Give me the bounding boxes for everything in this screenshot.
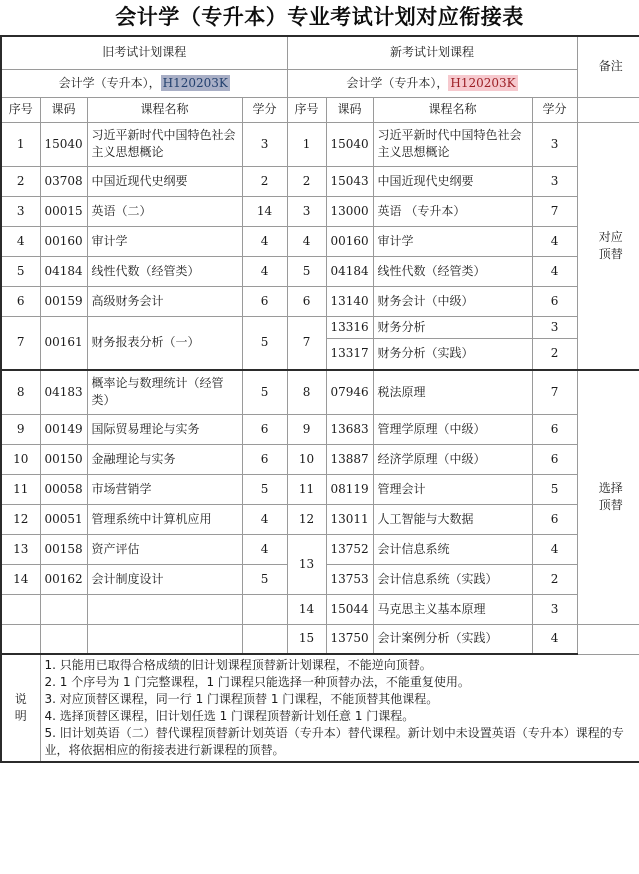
old-credit: 5 [242,316,287,370]
new-plan-major-label: 会计学（专升本）， [346,75,449,90]
new-code: 13000 [326,196,373,226]
new-credit: 3 [532,166,577,196]
old-course: 概率论与数理统计（经管类） [87,370,242,414]
old-seq [1,594,40,624]
old-plan-major-label: 会计学（专升本）， [58,75,161,90]
old-code: 00058 [40,474,87,504]
old-credit: 6 [242,286,287,316]
old-code: 00162 [40,564,87,594]
old-seq: 11 [1,474,40,504]
new-credit: 4 [532,534,577,564]
old-seq: 12 [1,504,40,534]
new-code: 15044 [326,594,373,624]
new-code: 15043 [326,166,373,196]
new-course: 管理会计 [373,474,532,504]
page-title: 会计学（专升本）专业考试计划对应衔接表 [115,4,524,29]
table-column-header-row [1,97,639,122]
old-credit: 5 [242,474,287,504]
new-course: 习近平新时代中国特色社会主义思想概论 [373,122,532,166]
new-seq: 2 [287,166,326,196]
new-course: 人工智能与大数据 [373,504,532,534]
old-course: 市场营销学 [87,474,242,504]
new-seq: 13 [287,534,326,594]
new-code: 04184 [326,256,373,286]
new-credit: 3 [532,122,577,166]
new-code: 13752 [326,534,373,564]
old-seq: 8 [1,370,40,414]
new-credit: 3 [532,316,577,338]
old-code: 00015 [40,196,87,226]
remark-optional-line2: 顶替 [598,498,623,513]
new-course: 线性代数（经管类） [373,256,532,286]
new-seq: 15 [287,624,326,654]
new-seq: 7 [287,316,326,370]
new-code: 00160 [326,226,373,256]
new-course: 中国近现代史纲要 [373,166,532,196]
table-row [1,594,639,624]
new-course: 财务会计（中级） [373,286,532,316]
old-course: 英语（二） [87,196,242,226]
new-credit: 6 [532,414,577,444]
old-course: 高级财务会计 [87,286,242,316]
old-code: 00159 [40,286,87,316]
old-seq: 4 [1,226,40,256]
remark-optional-line1: 选择 [598,481,623,496]
new-code: 07946 [326,370,373,414]
old-code: 03708 [40,166,87,196]
new-credit: 6 [532,504,577,534]
table-group-header-row [1,36,639,69]
table-row [1,624,639,654]
old-credit: 4 [242,226,287,256]
old-course: 国际贸易理论与实务 [87,414,242,444]
new-credit: 4 [532,226,577,256]
old-seq: 9 [1,414,40,444]
remark-column-header: 备注 [577,36,639,97]
table-row [1,256,639,286]
old-seq: 14 [1,564,40,594]
new-seq: 9 [287,414,326,444]
old-course [87,624,242,654]
old-seq: 6 [1,286,40,316]
old-course: 资产评估 [87,534,242,564]
new-course: 马克思主义基本原理 [373,594,532,624]
table-row [1,166,639,196]
new-credit: 6 [532,444,577,474]
old-course: 会计制度设计 [87,564,242,594]
new-credit: 5 [532,474,577,504]
new-credit: 2 [532,338,577,370]
old-seq: 13 [1,534,40,564]
remark-corresponding-line2: 顶替 [598,246,623,261]
notes-label-line2: 明 [14,709,27,723]
old-course: 金融理论与实务 [87,444,242,474]
new-code: 13683 [326,414,373,444]
old-code: 04183 [40,370,87,414]
old-credit: 4 [242,534,287,564]
new-seq: 8 [287,370,326,414]
old-credit: 14 [242,196,287,226]
table-row [1,226,639,256]
old-course: 管理系统中计算机应用 [87,504,242,534]
new-credit: 6 [532,286,577,316]
old-code: 00149 [40,414,87,444]
old-credit: 4 [242,256,287,286]
old-credit [242,594,287,624]
remark-optional [577,370,639,624]
col-header-old-course: 课程名称 [87,97,242,122]
new-seq: 10 [287,444,326,474]
new-seq: 11 [287,474,326,504]
table-plan-code-row [1,69,639,97]
old-code: 15040 [40,122,87,166]
new-plan-group-header: 新考试计划课程 [287,36,577,69]
new-plan-major-cell [287,69,577,97]
new-course: 经济学原理（中级） [373,444,532,474]
old-seq: 5 [1,256,40,286]
new-credit: 3 [532,594,577,624]
new-course: 管理学原理（中级） [373,414,532,444]
table-row [1,370,639,414]
new-course: 英语 （专升本） [373,196,532,226]
new-seq: 12 [287,504,326,534]
new-seq: 1 [287,122,326,166]
old-course: 习近平新时代中国特色社会主义思想概论 [87,122,242,166]
old-seq: 10 [1,444,40,474]
new-seq: 6 [287,286,326,316]
old-code: 00161 [40,316,87,370]
old-credit: 2 [242,166,287,196]
table-row [1,122,639,166]
notes-body [40,654,639,762]
new-course: 会计案例分析（实践） [373,624,532,654]
old-seq: 3 [1,196,40,226]
col-header-new-credit: 学分 [532,97,577,122]
note-item: 1. 只能用已取得合格成绩的旧计划课程顶替新计划课程，不能逆向顶替。 [44,658,432,672]
old-course [87,594,242,624]
new-course: 税法原理 [373,370,532,414]
new-credit: 7 [532,196,577,226]
new-code: 13140 [326,286,373,316]
notes-label-line1: 说 [14,692,27,706]
remark-header-spacer [577,97,639,122]
col-header-new-seq: 序号 [287,97,326,122]
new-code: 13317 [326,338,373,370]
new-seq: 4 [287,226,326,256]
new-code: 13753 [326,564,373,594]
new-code: 08119 [326,474,373,504]
col-header-old-code: 课码 [40,97,87,122]
old-course: 中国近现代史纲要 [87,166,242,196]
old-code: 00150 [40,444,87,474]
old-credit: 5 [242,370,287,414]
table-row [1,196,639,226]
notes-label [1,654,40,762]
new-course: 财务分析 [373,316,532,338]
note-item: 2. 1 个序号为 1 门完整课程，1 门课程只能选择一种顶替办法，不能重复使用。 [44,675,470,689]
table-row [1,444,639,474]
old-credit: 5 [242,564,287,594]
new-credit: 4 [532,256,577,286]
old-course: 审计学 [87,226,242,256]
old-credit: 4 [242,504,287,534]
old-credit [242,624,287,654]
old-seq: 1 [1,122,40,166]
old-course: 财务报表分析（一） [87,316,242,370]
note-item: 5. 旧计划英语（二）替代课程顶替新计划英语（专升本）替代课程。新计划中未设置英语（专升本）课程的专业，将依据相应的衔接表进行新课程的顶替。 [44,726,624,757]
old-code [40,624,87,654]
old-plan-code: H120203K [162,75,228,90]
note-item: 3. 对应顶替区课程，同一行 1 门课程顶替 1 门课程，不能顶替其他课程。 [44,692,439,706]
table-row [1,286,639,316]
old-code: 00160 [40,226,87,256]
old-code: 00051 [40,504,87,534]
new-plan-code: H120203K [450,75,516,90]
new-credit: 7 [532,370,577,414]
new-course: 财务分析（实践） [373,338,532,370]
new-code: 13750 [326,624,373,654]
new-code: 15040 [326,122,373,166]
new-course: 会计信息系统（实践） [373,564,532,594]
remark-corresponding [577,122,639,370]
old-seq: 7 [1,316,40,370]
old-credit: 3 [242,122,287,166]
new-code: 13887 [326,444,373,474]
table-row [1,534,639,564]
remark-corresponding-line1: 对应 [598,229,623,244]
old-credit: 6 [242,414,287,444]
col-header-new-course: 课程名称 [373,97,532,122]
old-plan-major-cell [1,69,287,97]
new-code: 13316 [326,316,373,338]
table-row [1,316,639,338]
table-row [1,474,639,504]
new-credit: 4 [532,624,577,654]
new-seq: 3 [287,196,326,226]
notes-row [1,654,639,762]
new-seq: 5 [287,256,326,286]
articulation-table [0,35,639,763]
new-course: 会计信息系统 [373,534,532,564]
col-header-old-seq: 序号 [1,97,40,122]
old-plan-group-header: 旧考试计划课程 [1,36,287,69]
old-seq: 2 [1,166,40,196]
table-row [1,504,639,534]
note-item: 4. 选择顶替区课程，旧计划任选 1 门课程顶替新计划任意 1 门课程。 [44,709,415,723]
old-code: 00158 [40,534,87,564]
new-course: 审计学 [373,226,532,256]
new-code: 13011 [326,504,373,534]
new-seq: 14 [287,594,326,624]
new-credit: 2 [532,564,577,594]
old-seq [1,624,40,654]
col-header-old-credit: 学分 [242,97,287,122]
old-course: 线性代数（经管类） [87,256,242,286]
col-header-new-code: 课码 [326,97,373,122]
old-credit: 6 [242,444,287,474]
old-code [40,594,87,624]
table-row [1,414,639,444]
old-code: 04184 [40,256,87,286]
